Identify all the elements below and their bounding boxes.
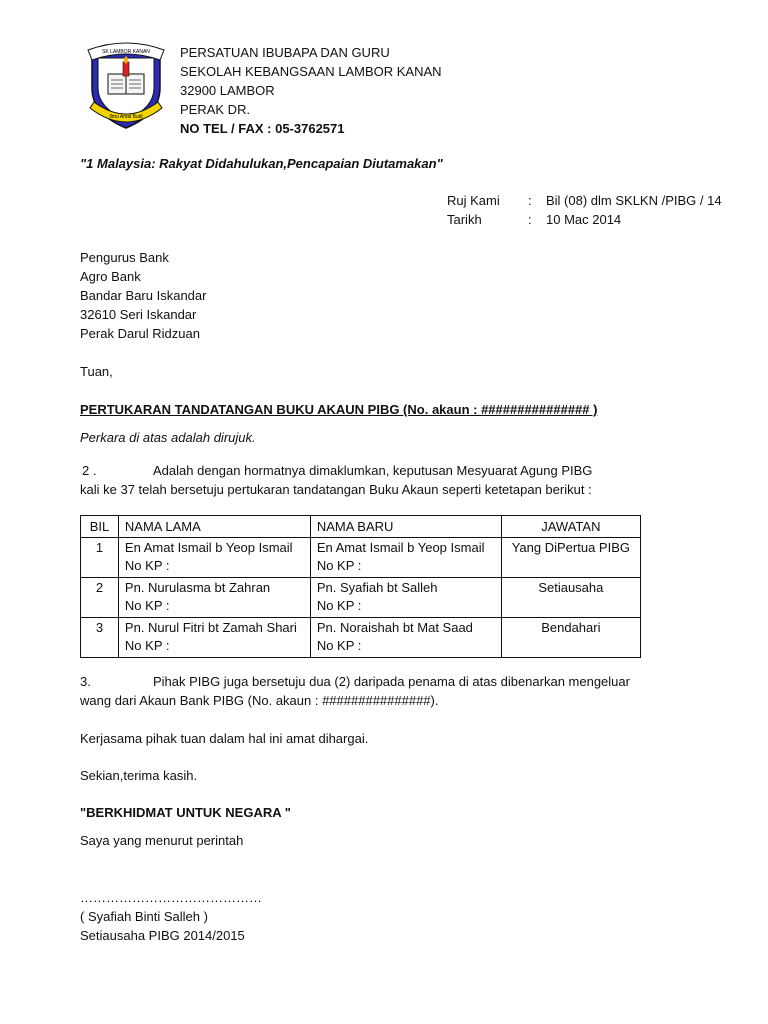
cell-nama-baru [310,578,501,618]
para2-line1: Adalah dengan hormatnya dimaklumkan, keputusan Mesyuarat Agung PIBG [153,463,593,478]
cell-nama-lama [118,618,310,658]
cell-jawatan: Bendahari [501,618,640,658]
recipient-line: Agro Bank [80,269,141,284]
recipient-line: Perak Darul Ridzuan [80,326,200,341]
old-name: Pn. Nurul Fitri bt Zamah Shari [124,620,297,635]
recipient-line: Pengurus Bank [80,250,169,265]
crest-motto-text: Ilmu Amal Budi [109,114,143,120]
old-ic-label: No KP : [124,558,170,573]
old-name: Pn. Nurulasma bt Zahran [124,580,271,595]
ref-tarikh-colon: : [528,212,532,227]
slogan: "1 Malaysia: Rakyat Didahulukan,Pencapaian Diutamakan" [80,156,443,171]
yours-faithfully: Saya yang menurut perintah [80,833,244,848]
salutation: Tuan, [80,364,113,379]
motto-line: "BERKHIDMAT UNTUK NEGARA " [80,805,291,820]
ref-tarikh-label: Tarikh [447,212,482,227]
new-ic-label: No KP : [316,598,362,613]
old-ic-label: No KP : [124,638,170,653]
para2-line2: kali ke 37 telah bersetuju pertukaran tandatangan Buku Akaun seperti ketetapan berikut : [80,482,592,497]
school-crest-logo [86,38,166,130]
new-name: Pn. Syafiah bt Salleh [316,580,438,595]
recipient-line: 32610 Seri Iskandar [80,307,197,322]
cell-nama-lama [118,538,310,578]
ref-ruj-label: Ruj Kami [447,193,500,208]
closing-line: Sekian,terima kasih. [80,768,198,783]
letterhead-postcode: 32900 LAMBOR [180,83,275,98]
old-ic-label: No KP : [124,598,170,613]
reference-line: Perkara di atas adalah dirujuk. [80,430,256,445]
cell-nama-lama [118,578,310,618]
signer-title: Setiausaha PIBG 2014/2015 [80,928,245,943]
para3-number: 3. [80,674,91,689]
new-ic-label: No KP : [316,558,362,573]
col-header-nama-lama: NAMA LAMA [118,516,310,538]
col-header-nama-baru: NAMA BARU [310,516,501,538]
table-row [81,538,641,578]
table-header-row [81,516,641,538]
new-name: En Amat Ismail b Yeop Ismail [316,540,485,555]
cell-bil: 2 [81,578,119,618]
letterhead-state: PERAK DR. [180,102,251,117]
letterhead-school: SEKOLAH KEBANGSAAN LAMBOR KANAN [180,64,442,79]
cell-nama-baru [310,538,501,578]
letterhead-tel-fax: NO TEL / FAX : 05-3762571 [180,121,345,136]
para2-number: 2 . [82,463,97,478]
ref-tarikh-value: 10 Mac 2014 [546,212,622,227]
para3-line2: wang dari Akaun Bank PIBG (No. akaun : ###############). [80,693,439,708]
cell-jawatan: Yang DiPertua PIBG [501,538,640,578]
cell-bil: 3 [81,618,119,658]
subject-line: PERTUKARAN TANDATANGAN BUKU AKAUN PIBG (No. akaun : ############### ) [80,402,598,417]
col-header-bil: BIL [81,516,119,538]
signature-line: …………………………………… [80,890,262,905]
ref-ruj-value: Bil (08) dlm SKLKN /PIBG / 14 [546,193,722,208]
cell-bil: 1 [81,538,119,578]
cell-nama-baru [310,618,501,658]
para3-line1: Pihak PIBG juga bersetuju dua (2) daripada penama di atas dibenarkan mengeluar [153,674,630,689]
table-row [81,578,641,618]
new-name: Pn. Noraishah bt Mat Saad [316,620,473,635]
cooperation-line: Kerjasama pihak tuan dalam hal ini amat dihargai. [80,731,369,746]
letterhead-org: PERSATUAN IBUBAPA DAN GURU [180,45,390,60]
signer-name: ( Syafiah Binti Salleh ) [80,909,208,924]
crest-banner-text: SK LAMBOR KANAN [102,49,150,55]
old-name: En Amat Ismail b Yeop Ismail [124,540,293,555]
cell-jawatan: Setiausaha [501,578,640,618]
new-ic-label: No KP : [316,638,362,653]
table-row [81,618,641,658]
recipient-line: Bandar Baru Iskandar [80,288,207,303]
signatory-table [80,515,641,658]
letterhead [180,46,442,141]
col-header-jawatan: JAWATAN [501,516,640,538]
ref-ruj-colon: : [528,193,532,208]
